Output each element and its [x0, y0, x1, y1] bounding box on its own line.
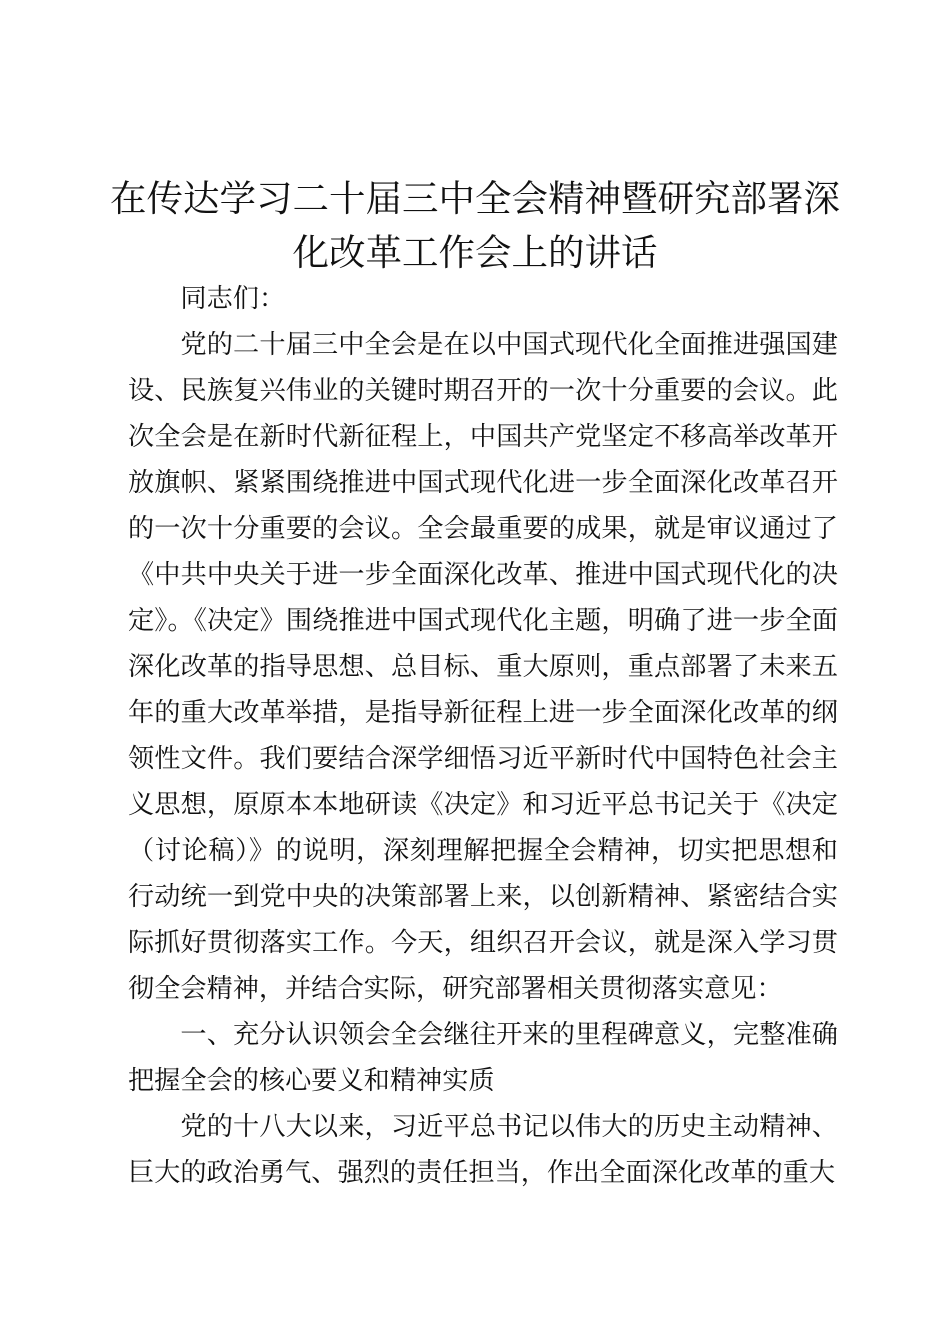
greeting: 同志们：: [180, 284, 286, 314]
document-body: [128, 276, 838, 1196]
paragraph-intro: 党的二十届三中全会是在以中国式现代化全面推进强国建设、民族复兴伟业的关键时期召开的一次十分重要的会议。此次全会是在新时代新征程上，中国共产党坚定不移高举改革开放旗帜、紧紧围绕推进中国式现代化进一步全面深化改革召开的一次十分重要的会议。全会最重要的成果，就是审议通过了《中共中央关于进一步全面深化改革、推进中国式现代化的决定》。《决定》围绕推进中国式现代化主题，明确了进一步全面深化改革的指导思想、总目标、重大原则，重点部署了未来五年的重大改革举措，是指导新征程上进一步全面深化改革的纲领性文件。我们要结合深学细悟习近平新时代中国特色社会主义思想，原原本本地研读《决定》和习近平总书记关于《决定（讨论稿）》的说明，深刻理解把握全会精神，切实把思想和行动统一到党中央的决策部署上来，以创新精神、紧密结合实际抓好贯彻落实工作。今天，组织召开会议，就是深入学习贯彻全会精神，并结合实际，研究部署相关贯彻落实意见：: [128, 330, 838, 1004]
section-heading-1: 一、充分认识领会全会继往开来的里程碑意义，完整准确把握全会的核心要义和精神实质: [128, 1020, 838, 1096]
document-title: 在传达学习二十届三中全会精神暨研究部署深化改革工作会上的讲话: [110, 177, 840, 274]
paragraph-section-1: 党的十八大以来，习近平总书记以伟大的历史主动精神、巨大的政治勇气、强烈的责任担当，作出全面深化改革的重大: [128, 1112, 838, 1188]
